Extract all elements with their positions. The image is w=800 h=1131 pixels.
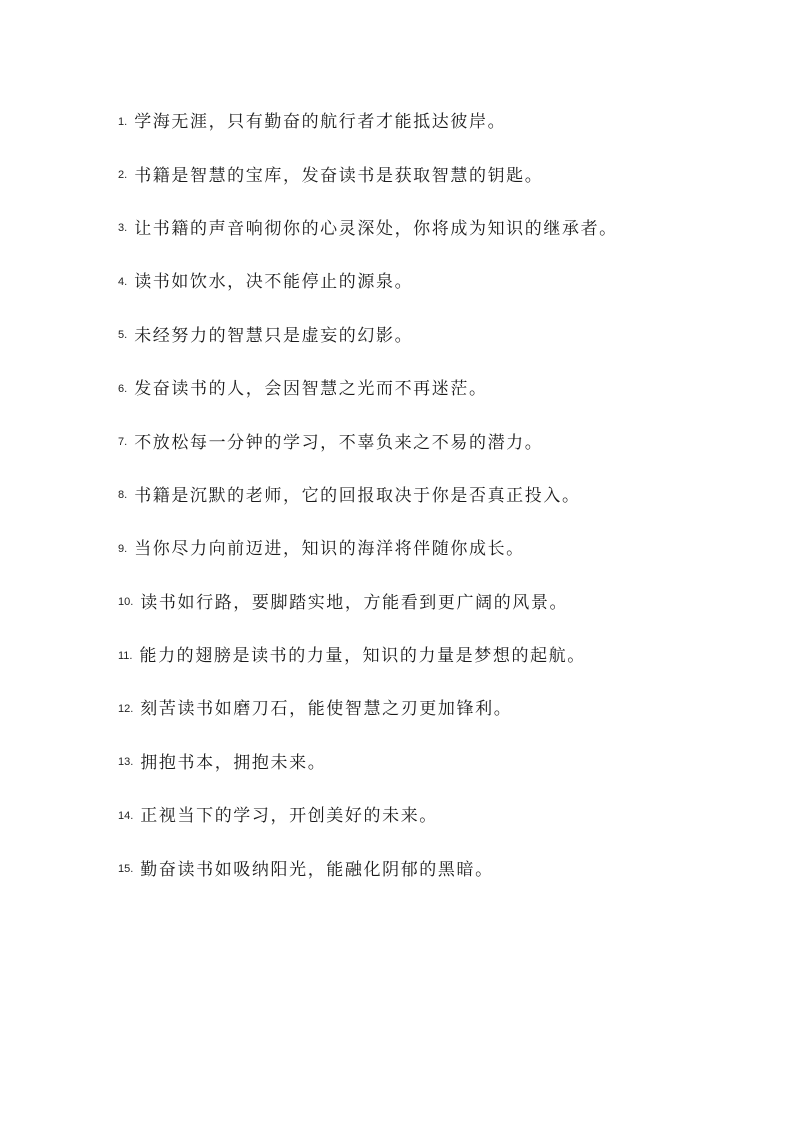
list-item <box>118 360 758 413</box>
item-number: 6. <box>118 382 128 395</box>
list-item <box>118 787 758 840</box>
item-number: 14. <box>118 809 134 822</box>
list-item <box>118 520 758 573</box>
item-number: 7. <box>118 436 128 449</box>
item-text: 书籍是智慧的宝库，发奋读书是获取智慧的钥匙。 <box>134 165 544 186</box>
item-number: 12. <box>118 702 134 715</box>
item-text: 能力的翅膀是读书的力量，知识的力量是梦想的起航。 <box>139 646 586 667</box>
item-text: 拥抱书本，拥抱未来。 <box>140 752 327 773</box>
list-item <box>118 413 758 466</box>
item-number: 5. <box>118 329 128 342</box>
item-number: 2. <box>118 169 128 182</box>
quote-list <box>118 93 758 894</box>
list-item <box>118 574 758 627</box>
item-text: 勤奋读书如吸纳阳光，能融化阴郁的黑暗。 <box>140 859 494 880</box>
item-number: 13. <box>118 756 134 769</box>
item-text: 学海无涯，只有勤奋的航行者才能抵达彼岸。 <box>134 112 507 133</box>
item-number: 8. <box>118 489 128 502</box>
item-text: 正视当下的学习，开创美好的未来。 <box>140 806 438 827</box>
list-item <box>118 307 758 360</box>
item-text: 刻苦读书如磨刀石，能使智慧之刃更加锋利。 <box>140 699 513 720</box>
list-item <box>118 734 758 787</box>
item-number: 1. <box>118 115 128 128</box>
list-item <box>118 146 758 199</box>
item-text: 书籍是沉默的老师，它的回报取决于你是否真正投入。 <box>134 485 581 506</box>
list-item <box>118 680 758 733</box>
item-text: 未经努力的智慧只是虚妄的幻影。 <box>134 325 414 346</box>
item-number: 11. <box>118 649 133 662</box>
item-number: 9. <box>118 542 128 555</box>
item-number: 4. <box>118 275 128 288</box>
item-text: 让书籍的声音响彻你的心灵深处，你将成为知识的继承者。 <box>134 218 618 239</box>
item-text: 读书如行路，要脚踏实地，方能看到更广阔的风景。 <box>140 592 569 613</box>
list-item <box>118 467 758 520</box>
list-item <box>118 253 758 306</box>
item-number: 10. <box>118 596 134 609</box>
item-text: 不放松每一分钟的学习，不辜负来之不易的潜力。 <box>134 432 544 453</box>
item-text: 发奋读书的人，会因智慧之光而不再迷茫。 <box>134 379 488 400</box>
list-item <box>118 200 758 253</box>
item-text: 当你尽力向前迈进，知识的海洋将伴随你成长。 <box>134 539 525 560</box>
item-number: 15. <box>118 863 134 876</box>
item-number: 3. <box>118 222 128 235</box>
item-text: 读书如饮水，决不能停止的源泉。 <box>134 272 414 293</box>
list-item <box>118 93 758 146</box>
list-item <box>118 627 758 680</box>
list-item <box>118 840 758 893</box>
